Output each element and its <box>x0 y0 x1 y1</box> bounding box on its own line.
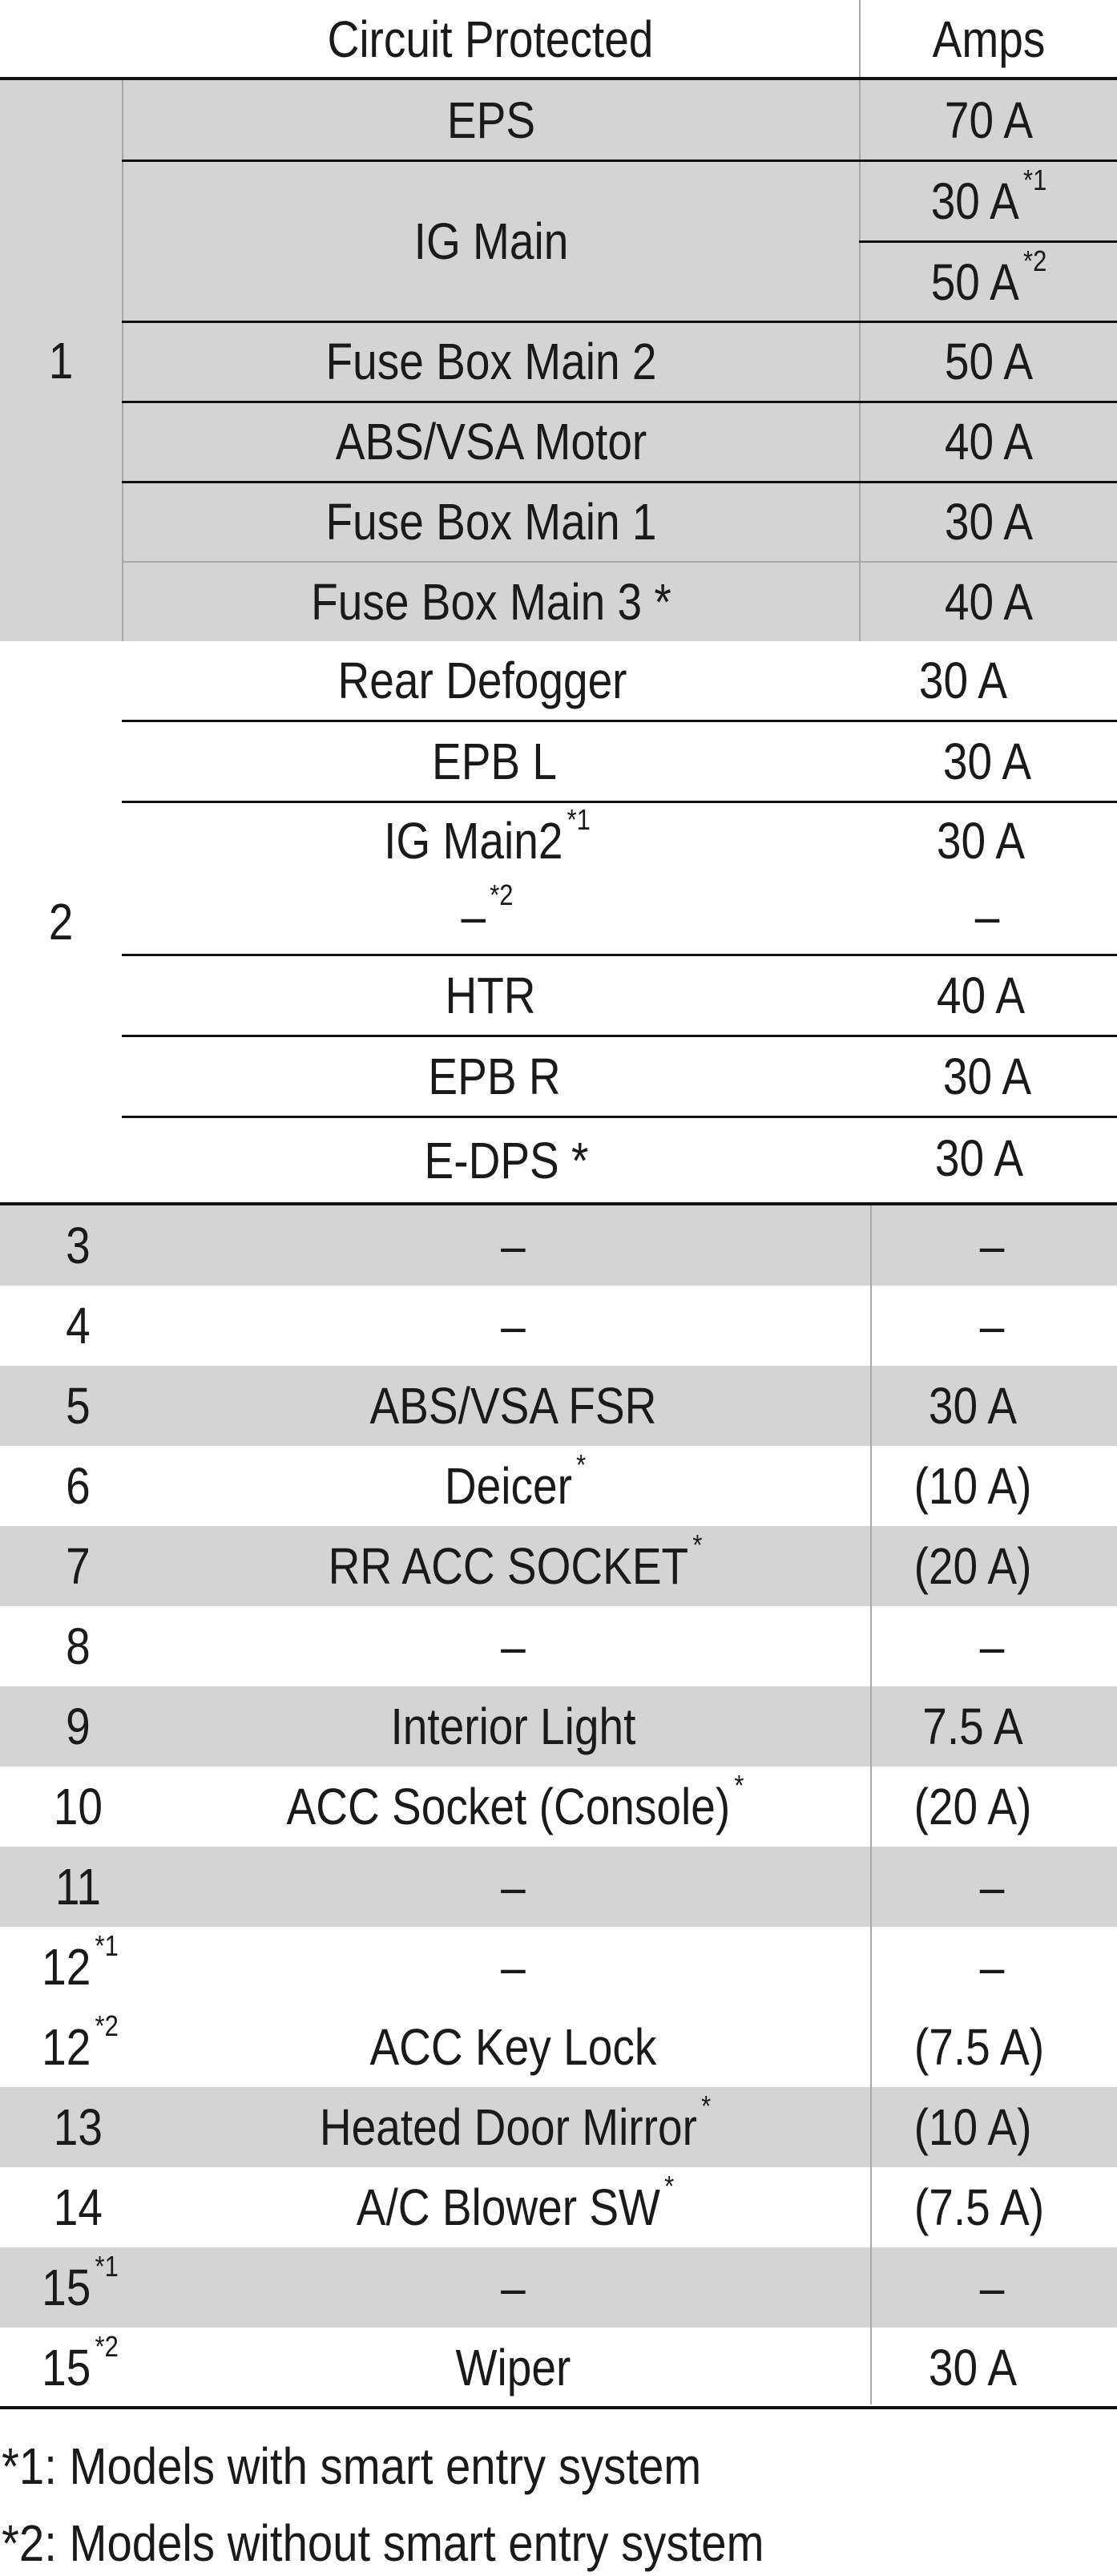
fuse-amps: 50 A $^{*2}$ <box>930 244 1047 311</box>
fuse-row: – <box>501 1297 526 1355</box>
fuse-amps: 70 A <box>944 91 1034 149</box>
fuse-amps: 30 A <box>944 493 1034 551</box>
fuse-row: A/C Blower SW * <box>356 2170 675 2236</box>
fuse-row: – <box>501 1858 526 1916</box>
fuse-number: 12 $^{*1}$ <box>42 1929 119 1996</box>
fuse-row: Fuse Box Main 1 <box>325 493 657 551</box>
fuse-row: Fuse Box Main 2 <box>325 333 657 390</box>
fuse-row: Deicer * <box>444 1448 587 1515</box>
fuse-amps: (20 A) <box>913 1537 1032 1595</box>
group-1-number: 1 <box>48 332 74 390</box>
fuse-number: 8 <box>66 1617 91 1675</box>
fuse-amps: 7.5 A <box>922 1698 1023 1755</box>
fuse-amps: (10 A) <box>913 1457 1032 1515</box>
fuse-amps: (10 A) <box>913 2098 1032 2156</box>
fuse-amps: (20 A) <box>913 1778 1032 1835</box>
fuse-amps: 30 A <box>942 733 1032 790</box>
footnote: *1: Models with smart entry system <box>2 2437 702 2495</box>
fuse-row: – $^{*2}$ <box>461 878 514 945</box>
fuse-row: HTR <box>445 967 536 1024</box>
fuse-row: Heated Door Mirror * <box>319 2089 712 2156</box>
fuse-amps: 40 A <box>944 573 1034 631</box>
fuse-amps: – <box>974 887 1000 945</box>
header-circuit-protected: Circuit Protected <box>327 10 654 68</box>
fuse-row: – <box>501 1217 526 1274</box>
fuse-amps: – <box>979 1938 1005 1996</box>
fuse-number: 4 <box>66 1297 91 1355</box>
fuse-number: 15 $^{*1}$ <box>42 2250 119 2316</box>
fuse-amps: 30 A <box>918 652 1008 709</box>
fuse-amps: (7.5 A) <box>913 2018 1045 2076</box>
fuse-amps: – <box>979 1217 1005 1274</box>
fuse-amps: 30 A <box>936 812 1026 870</box>
fuse-amps: 30 A <box>928 1377 1018 1435</box>
fuse-number: 13 <box>53 2098 103 2156</box>
fuse-number: 15 $^{*2}$ <box>42 2330 119 2396</box>
fuse-amps: 50 A <box>944 333 1034 390</box>
fuse-amps: 30 A <box>928 2339 1018 2396</box>
fuse-amps: (7.5 A) <box>913 2178 1045 2236</box>
fuse-amps: – <box>979 1617 1005 1675</box>
fuse-row: ABS/VSA FSR <box>369 1377 657 1435</box>
fuse-amps: 30 A <box>942 1048 1032 1105</box>
fuse-amps: – <box>979 1858 1005 1916</box>
table-bottom-rule <box>0 2406 1117 2409</box>
fuse-number: 5 <box>66 1377 91 1435</box>
fuse-row: EPS <box>446 91 536 149</box>
fuse-amps: 30 A $^{*1}$ <box>930 164 1047 230</box>
fuse-row: ACC Socket (Console) * <box>286 1769 744 1835</box>
fuse-row: – <box>501 1617 526 1675</box>
fuse-row: – <box>501 1938 526 1996</box>
fuse-number: 9 <box>66 1698 91 1755</box>
fuse-number: 11 <box>54 1858 101 1916</box>
fuse-number: 6 <box>66 1457 91 1515</box>
group-2-number: 2 <box>48 893 74 951</box>
fuse-amps: 40 A <box>936 967 1026 1024</box>
fuse-row: EPB L <box>431 733 558 790</box>
fuse-row: IG Main2 $^{*1}$ <box>384 803 591 870</box>
fuse-number: 10 <box>53 1778 103 1835</box>
fuse-row: – <box>501 2259 526 2316</box>
header-amps: Amps <box>932 10 1046 68</box>
fuse-number: 14 <box>53 2178 103 2236</box>
fuse-amps: – <box>979 1297 1005 1355</box>
fuse-amps: 30 A <box>934 1129 1024 1187</box>
fuse-row: IG Main <box>413 212 569 270</box>
fuse-row: E-DPS * <box>424 1131 589 1189</box>
fuse-number: 3 <box>66 1217 91 1274</box>
fuse-row: Fuse Box Main 3 * <box>311 573 671 631</box>
footnote: *2: Models without smart entry system <box>2 2514 764 2572</box>
fuse-amps: 40 A <box>944 413 1034 470</box>
fuse-row: RR ACC SOCKET * <box>328 1528 703 1595</box>
fuse-row: ACC Key Lock <box>369 2018 657 2076</box>
fuse-row: Rear Defogger <box>337 652 627 709</box>
fuse-row: EPB R <box>428 1048 561 1105</box>
fuse-number: 12 $^{*2}$ <box>42 2009 119 2076</box>
fuse-number: 7 <box>66 1537 91 1595</box>
fuse-row: Interior Light <box>390 1698 636 1755</box>
fuse-row: ABS/VSA Motor <box>335 413 647 470</box>
fuse-row: Wiper <box>455 2339 571 2396</box>
fuse-amps: – <box>979 2259 1005 2316</box>
